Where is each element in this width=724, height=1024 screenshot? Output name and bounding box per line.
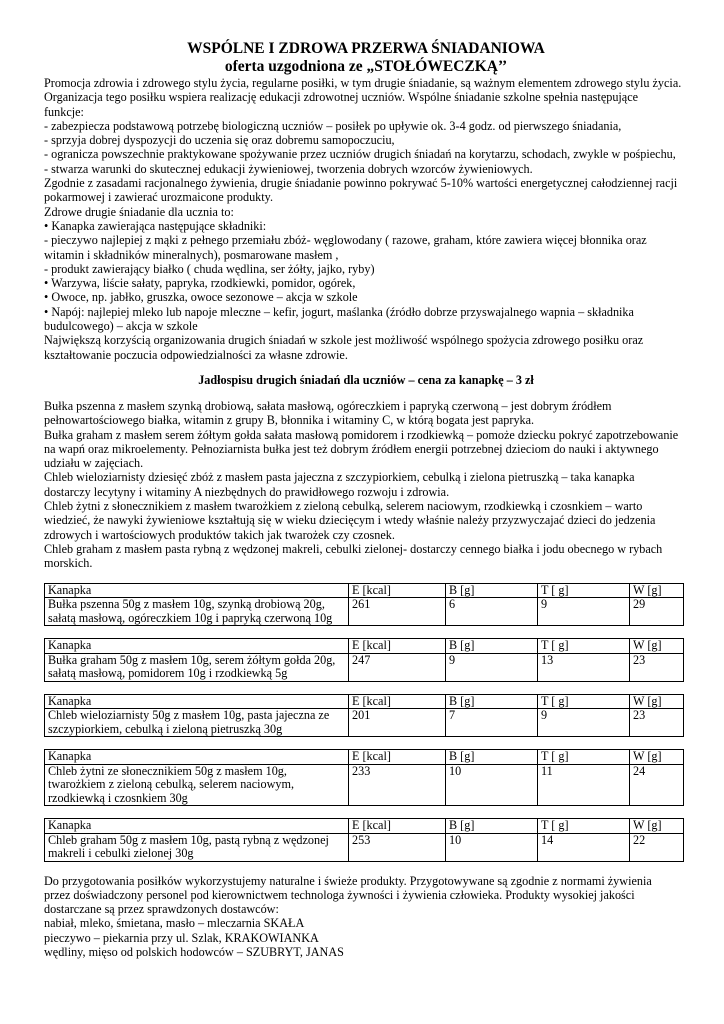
energy-value: 233 [349,764,446,806]
table-row [45,833,684,861]
document-title [44,40,688,76]
fat-value: 13 [538,653,630,681]
title-line-2: oferta uzgodniona ze „STOŁÓWECZKĄ’’ [224,58,508,75]
intro-line: - pieczywo najlepiej z mąki z pełnego przemiału zbóż- węglowodany ( razowe, graham, które zawiera więcej błonnika oraz [44,233,647,248]
table-row [45,653,684,681]
energy-value: 253 [349,833,446,861]
header-carbs: W [g] [630,750,684,765]
protein-value: 6 [446,598,538,626]
header-protein: B [g] [446,694,538,709]
protein-value: 7 [446,709,538,737]
menu-description [44,399,688,571]
document-page [44,40,688,959]
carbs-value: 24 [630,764,684,806]
nutrition-table-3 [44,694,684,738]
sandwich-name [45,653,349,681]
table-header-row [45,819,684,834]
menu-line: wiedzieć, że nawyki żywieniowe kształtują się w wieku dziecięcym i wtedy właśnie należy przyzwyczajać dzieci do jedzenia [44,513,656,528]
intro-line: - stwarza warunki do skutecznej edukacji żywieniowej, tworzenia dobrych wzorców żywieniowych. [44,161,533,176]
energy-value: 261 [349,598,446,626]
carbs-value: 22 [630,833,684,861]
sandwich-name-line: sałatą masłową, ogóreczkiem 10g i papryką czerwoną 10g [48,610,333,625]
sandwich-name-line: Chleb wieloziarnisty 50g z masłem 10g, pasta jajeczna ze [48,708,330,722]
menu-line: Bułka pszenna z masłem szynką drobiową, sałata masłową, ogóreczkiem i papryką czerwoną – jest dobrym źródłem [44,398,612,413]
menu-line: zdrowych i wartościowych produktów takich jak twarożek czy czosnek. [44,527,395,542]
menu-line: Chleb wieloziarnisty dziesięć zbóż z masłem pasta jajeczna z szczypiorkiem, cebulką i zielona pietruszką – taka kanapka [44,470,635,485]
table-header-row [45,694,684,709]
menu-line: morskich. [44,556,93,571]
protein-value: 10 [446,764,538,806]
header-kanapka: Kanapka [45,750,349,765]
header-protein: B [g] [446,639,538,654]
energy-value: 201 [349,709,446,737]
protein-value: 9 [446,653,538,681]
menu-line: Chleb żytni z słonecznikiem z masłem twarożkiem z zieloną cebulką, selerem naciowym, rzodkiewką i czosnkiem – warto [44,499,643,514]
sandwich-name-line: Chleb żytni ze słonecznikiem 50g z masłem 10g, [48,763,287,778]
header-protein: B [g] [446,750,538,765]
sandwich-name-line: szczypiorkiem, cebulką i zieloną pietruszką 30g [48,721,283,736]
fat-value: 9 [538,709,630,737]
header-energy: E [kcal] [349,694,446,709]
header-kanapka: Kanapka [45,694,349,709]
header-kanapka: Kanapka [45,819,349,834]
table-header-row [45,750,684,765]
header-kanapka: Kanapka [45,639,349,654]
footer-section [44,874,688,960]
fat-value: 14 [538,833,630,861]
header-carbs: W [g] [630,694,684,709]
menu-line: Bułka graham z masłem serem żółtym gołda sałata masłową pomidorem i rzodkiewką – pomoże dziecku pokryć zapotrzebowanie [44,427,679,442]
spacer [44,387,688,399]
intro-line: Zdrowe drugie śniadanie dla ucznia to: [44,204,234,219]
sandwich-name-line: Bułka pszenna 50g z masłem 10g, szynką drobiową 20g, [48,597,325,611]
carbs-value: 23 [630,653,684,681]
table-header-row [45,639,684,654]
header-fat: T [ g] [538,750,630,765]
intro-line: • Kanapka zawierająca następujące składniki: [44,218,267,233]
intro-line: kształtowanie poczucia odpowiedzialności za własne zdrowie. [44,347,348,362]
menu-line: na wapń oraz mikroelementy. Pełnoziarnista bułka jest też dobrym źródłem energii potrzebnej dzieciom do nauki i aktywnego [44,441,659,456]
header-fat: T [ g] [538,639,630,654]
sandwich-name-line: twarożkiem z zieloną cebulką, selerem naciowym, [48,777,295,791]
intro-line: Promocja zdrowia i zdrowego stylu życia, regularne posiłki, w tym drugie śniadanie, są ważnym elementem zdrowego stylu życia. [44,76,682,90]
sandwich-name [45,764,349,806]
header-energy: E [kcal] [349,750,446,765]
sandwich-name [45,709,349,737]
table-header-row [45,583,684,598]
header-energy: E [kcal] [349,819,446,834]
intro-line: - sprzyja dobrej dyspozycji do uczenia się oraz dobremu samopoczuciu, [44,133,395,148]
nutrition-table-1 [44,583,684,627]
footer-line: wędliny, mięso od polskich hodowców – SZUBRYT, JANAS [44,944,344,959]
nutrition-table-2 [44,638,684,682]
intro-line: - ogranicza powszechnie praktykowane spożywanie przez uczniów drugich śniadań na korytarzu, schodach, zwykle w pośpiechu, [44,147,676,162]
header-kanapka: Kanapka [45,583,349,598]
header-fat: T [ g] [538,583,630,598]
title-line-1: WSPÓLNE I ZDROWA PRZERWA ŚNIADANIOWA [187,40,545,57]
fat-value: 11 [538,764,630,806]
header-carbs: W [g] [630,583,684,598]
footer-line: Do przygotowania posiłków wykorzystujemy naturalne i świeże produkty. Przygotowywane są zgodnie z normami żywienia [44,873,652,888]
footer-line: przez doświadczony personel pod kierownictwem technologa żywności i żywienia człowieka. Produkty wysokiej jakości [44,887,635,902]
menu-line: udziału w zajęciach. [44,456,144,471]
sandwich-name-line: makreli i cebulki zielonej 30g [48,846,194,860]
header-protein: B [g] [446,819,538,834]
menu-heading: Jadłospisu drugich śniadań dla uczniów – cena za kanapkę – 3 zł [198,372,534,387]
sandwich-name-line: sałatą masłową, pomidorem 10g i rzodkiewką 5g [48,666,288,680]
sandwich-name-line: rzodkiewką i czosnkiem 30g [48,790,188,805]
intro-line: - produkt zawierający białko ( chuda wędlina, ser żółty, jajko, ryby) [44,261,375,276]
intro-line: • Napój: najlepiej mleko lub napoje mleczne – kefir, jogurt, maślanka (źródło dobrze przyswajalnego wapnia – składnika [44,304,634,319]
sandwich-name-line: Chleb graham 50g z masłem 10g, pastą rybną z wędzonej [48,832,329,847]
menu-line: pełnowartościowego białka, witamin z grupy B, błonnika i witaminy C, w którą bogata jest papryka. [44,413,535,428]
nutrition-table-5 [44,818,684,862]
intro-line: witamin i składników mineralnych), posmarowane masłem , [44,247,339,262]
sandwich-name-line: Bułka graham 50g z masłem 10g, serem żółtym gołda 20g, [48,652,336,667]
energy-value: 247 [349,653,446,681]
header-fat: T [ g] [538,819,630,834]
intro-line: • Warzywa, liście sałaty, papryka, rzodkiewki, pomidor, ogórek, [44,276,356,291]
sandwich-name [45,598,349,626]
menu-line: Chleb graham z masłem pasta rybną z wędzonej makreli, cebulki zielonej- dostarczy cennego białka i jodu obecnego w rybach [44,541,663,556]
intro-line: pokarmowej i zawierać urozmaicone produkty. [44,190,273,205]
nutrition-table-4 [44,749,684,806]
sandwich-name [45,833,349,861]
footer-line: dostarczane są przez sprawdzonych dostawców: [44,902,279,917]
footer-line: pieczywo – piekarnia przy ul. Szlak, KRAKOWIANKA [44,930,319,945]
carbs-value: 23 [630,709,684,737]
intro-line: budulcowego) – akcja w szkole [44,319,198,334]
intro-line: Największą korzyścią organizowania drugich śniadań w szkole jest możliwość wspólnego spożycia zdrowego posiłku oraz [44,333,644,348]
intro-line: Organizacja tego posiłku wspiera realizację edukacji zdrowotnej uczniów. Wspólne śniadanie szkolne spełnia następujące [44,90,639,105]
intro-line: funkcje: [44,104,84,119]
carbs-value: 29 [630,598,684,626]
menu-line: dostarczy lecytyny i witaminy A niezbędnych do prawidłowego rozwoju i zdrowia. [44,484,450,499]
intro-section [44,76,688,362]
fat-value: 9 [538,598,630,626]
intro-line: - zabezpiecza podstawową potrzebę biologiczną uczniów – posiłek po upływie ok. 3-4 godz. od pierwszego śniadania, [44,118,622,133]
header-energy: E [kcal] [349,583,446,598]
protein-value: 10 [446,833,538,861]
table-row [45,709,684,737]
intro-line: • Owoce, np. jabłko, gruszka, owoce sezonowe – akcja w szkole [44,290,358,305]
header-carbs: W [g] [630,639,684,654]
intro-line: Zgodnie z zasadami racjonalnego żywienia, drugie śniadanie powinno pokrywać 5-10% wartości energetycznej całodziennej racji [44,176,678,191]
table-row [45,598,684,626]
header-fat: T [ g] [538,694,630,709]
footer-line: nabiał, mleko, śmietana, masło – mleczarnia SKAŁA [44,916,305,931]
header-protein: B [g] [446,583,538,598]
header-carbs: W [g] [630,819,684,834]
header-energy: E [kcal] [349,639,446,654]
table-row [45,764,684,806]
